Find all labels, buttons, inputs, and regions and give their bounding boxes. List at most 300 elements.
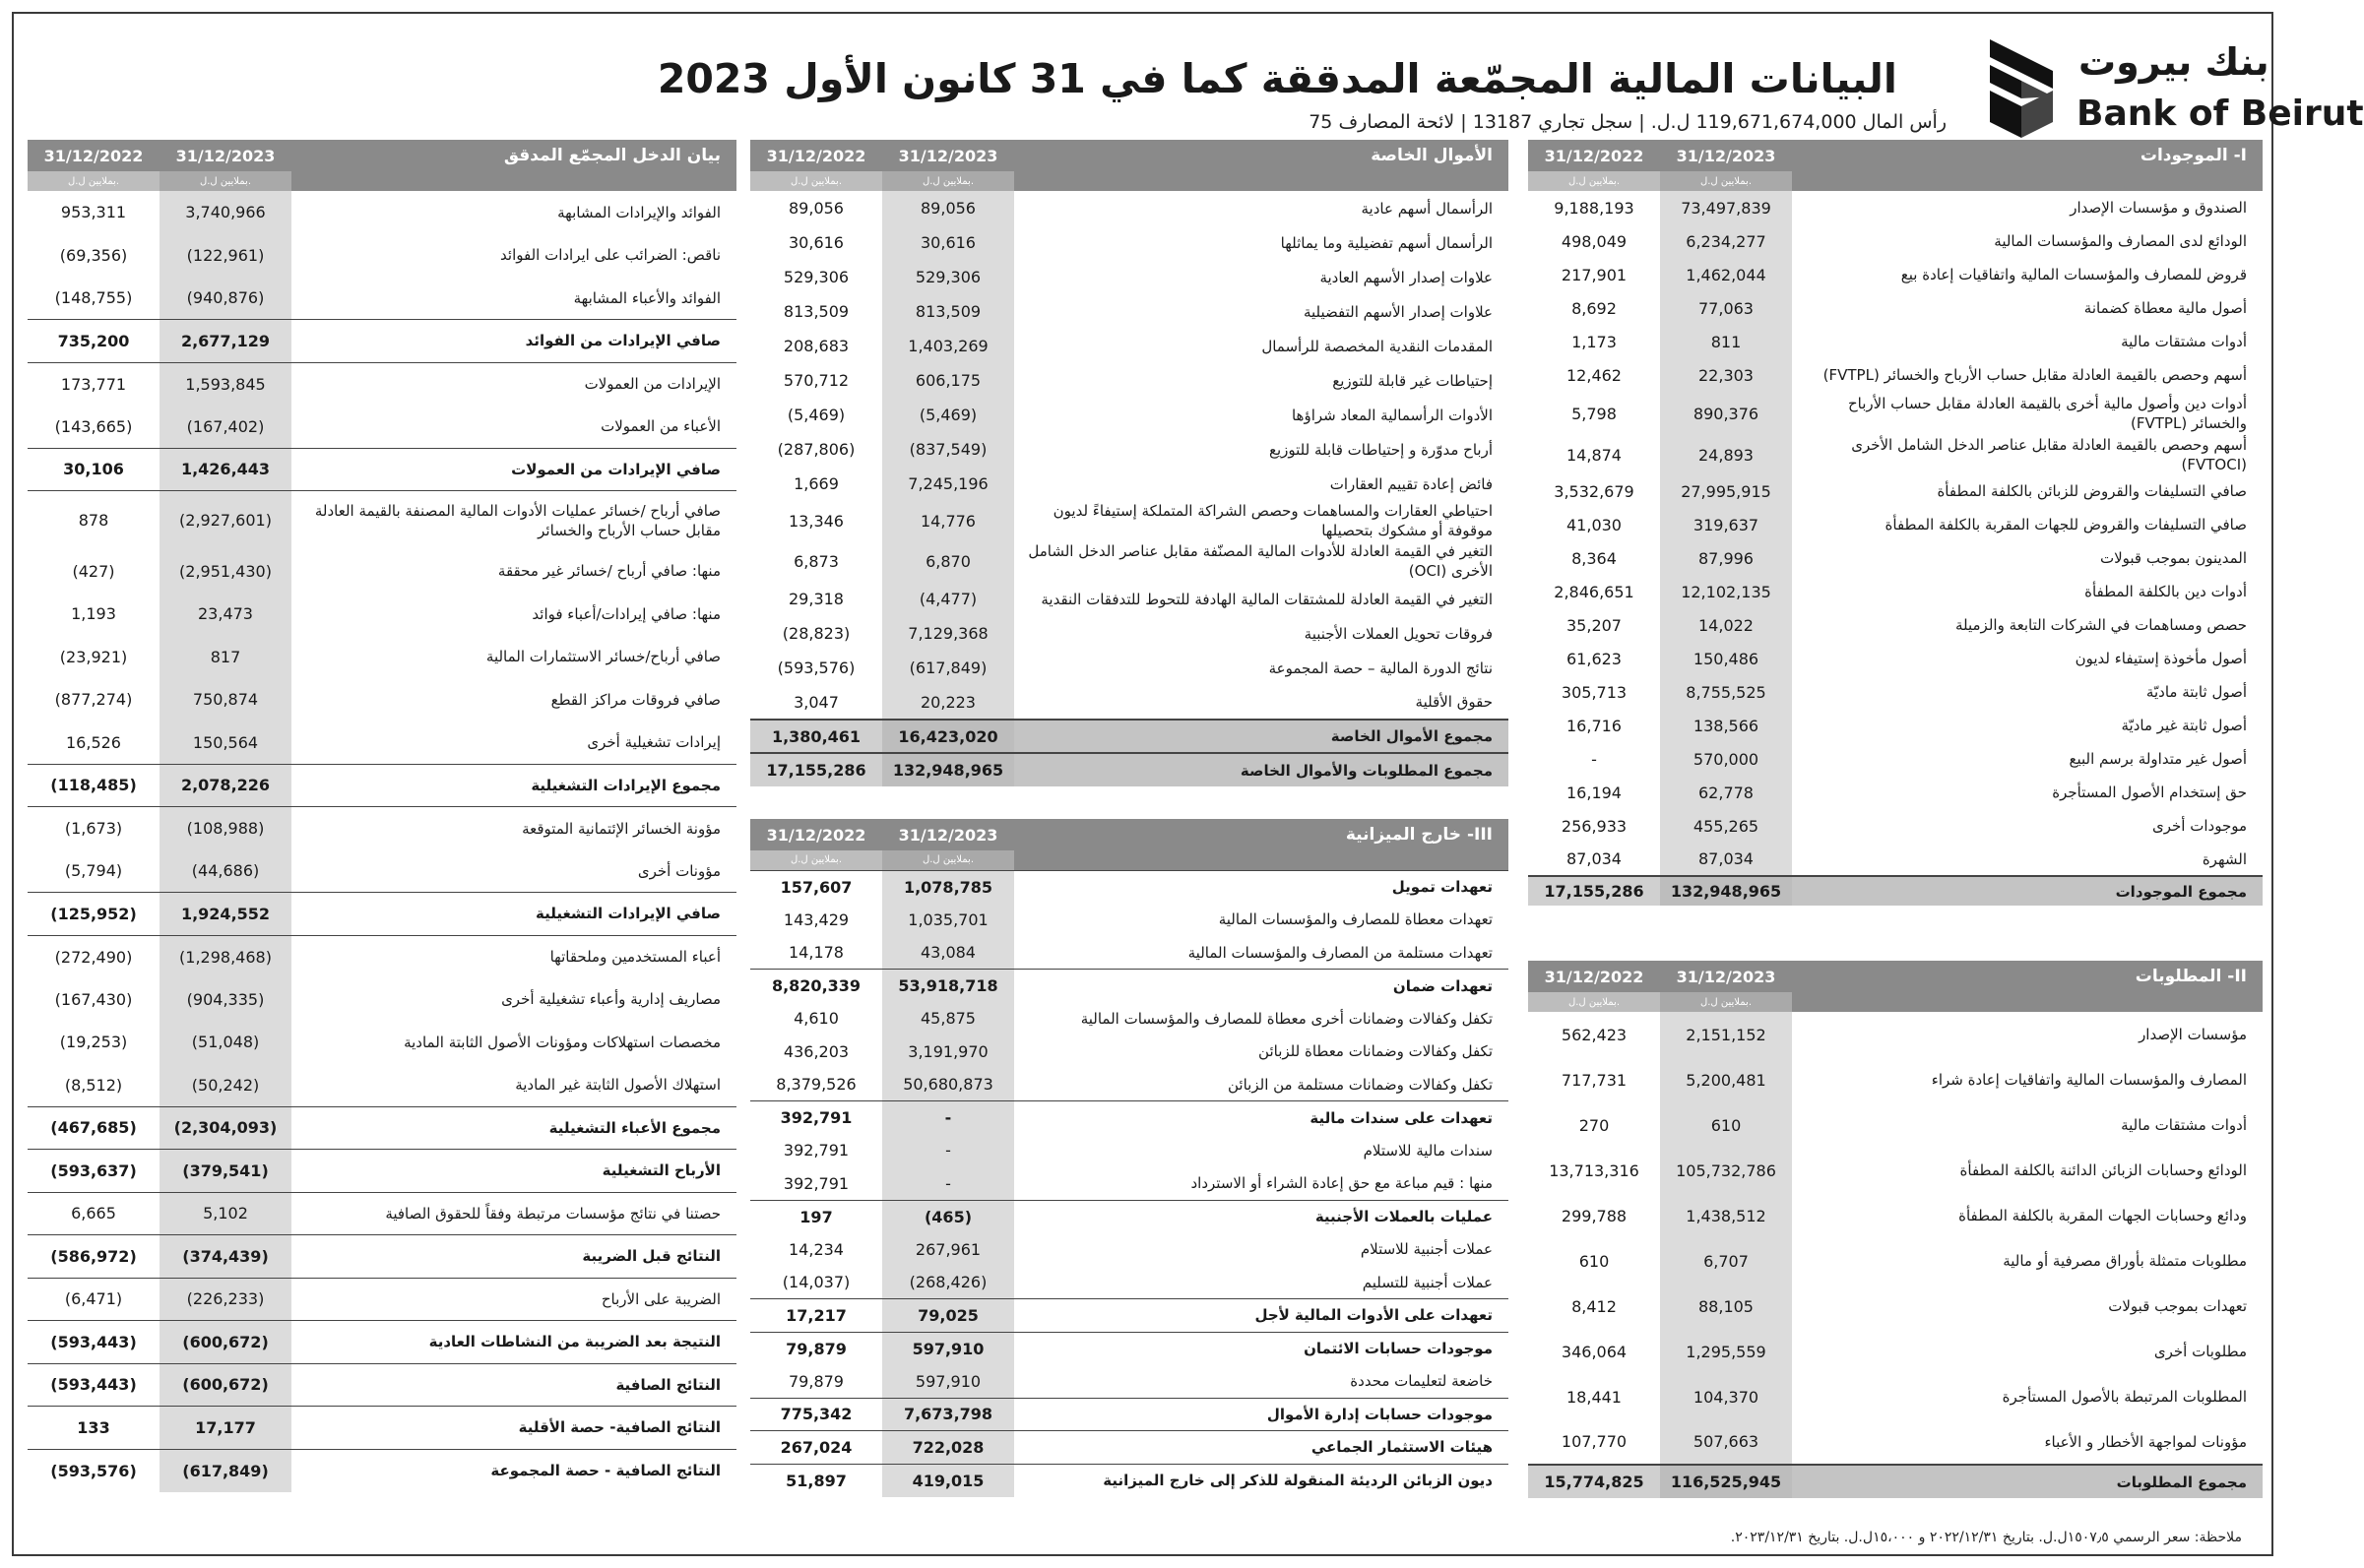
row-label: الودائع وحسابات الزبائن الدائنة بالكلفة المطفأة bbox=[1959, 1161, 2247, 1179]
table-row bbox=[1528, 642, 2263, 675]
section-title: الأموال الخاصة bbox=[1014, 140, 1508, 171]
table-row bbox=[1528, 392, 2263, 435]
row-label: أعباء المستخدمين وملحقاتها bbox=[291, 935, 736, 978]
value-2022: 13,346 bbox=[789, 511, 844, 531]
table-row bbox=[28, 1321, 736, 1364]
value-2023: 1,462,044 bbox=[1660, 258, 1792, 291]
table-row bbox=[750, 540, 1508, 582]
value-2023: 62,778 bbox=[1660, 776, 1792, 809]
row-label: منها: صافي أرباح /خسائر غير محققة bbox=[497, 562, 721, 581]
value-2022: 1,173 bbox=[1571, 332, 1617, 351]
col-2022-header: 31/12/2022 bbox=[750, 140, 882, 171]
value-2023: 8,755,525 bbox=[1660, 675, 1792, 709]
page-title: البيانات المالية المجمّعة المدققة كما في 31 كانون الأول 2023 bbox=[657, 55, 1897, 102]
value-2023: (379,541) bbox=[160, 1150, 291, 1193]
row-label: علاوات إصدار الأسهم العادية bbox=[1319, 268, 1493, 286]
row-label: تكفل وكفالات وضمانات مستلمة من الزبائن bbox=[1228, 1075, 1493, 1094]
table-row bbox=[750, 936, 1508, 970]
row-label: مصاريف إدارية وأعباء تشغيلية أخرى bbox=[501, 990, 721, 1009]
statement-frame bbox=[12, 12, 2364, 1556]
table-row bbox=[750, 1068, 1508, 1101]
row-label: أدوات دين بالكلفة المطفأة bbox=[2084, 583, 2247, 600]
value-2022: 813,509 bbox=[783, 302, 850, 321]
value-2022: 610 bbox=[1578, 1251, 1610, 1271]
section-title: II- المطلوبات bbox=[1792, 961, 2263, 992]
table-row bbox=[750, 1464, 1508, 1497]
table-row bbox=[1528, 742, 2263, 776]
unit-spacer bbox=[1014, 171, 1508, 191]
row-label: ديون الزبائن الرديئة المنقولة للذكر إلى خارج الميزانية bbox=[1014, 1464, 1508, 1497]
value-2023: (2,951,430) bbox=[160, 550, 291, 594]
table-row bbox=[1528, 1148, 2263, 1193]
value-2023: (108,988) bbox=[160, 807, 291, 850]
unit-label-2022: بملايين ل.ل. bbox=[750, 850, 882, 870]
row-label: منها : قيم مباعة مع حق إعادة الشراء أو الاسترداد bbox=[1190, 1174, 1493, 1192]
row-label: الودائع لدى المصارف والمؤسسات المالية bbox=[1994, 232, 2247, 250]
value-2023: 1,426,443 bbox=[160, 448, 291, 491]
value-2023: (44,686) bbox=[160, 849, 291, 893]
value-2022: (593,637) bbox=[28, 1150, 160, 1193]
table-row bbox=[750, 970, 1508, 1003]
table-row bbox=[28, 678, 736, 721]
value-2023: 3,191,970 bbox=[882, 1035, 1014, 1069]
value-2023: 610 bbox=[1660, 1102, 1792, 1148]
value-2022: 197 bbox=[750, 1200, 882, 1233]
value-2023: 50,680,873 bbox=[882, 1068, 1014, 1101]
table-row bbox=[28, 593, 736, 636]
table-row bbox=[1528, 1102, 2263, 1148]
table-row bbox=[750, 1134, 1508, 1167]
table-row bbox=[28, 277, 736, 320]
value-2022: (6,471) bbox=[28, 1278, 160, 1321]
total-2022: 1,380,461 bbox=[750, 720, 882, 753]
row-label: أدوات دين وأصول مالية أخرى بالقيمة العادلة مقابل حساب الأرباح والخسائر (FVTPL) bbox=[1847, 395, 2247, 432]
value-2023: 79,025 bbox=[882, 1299, 1014, 1333]
row-label: الإيرادات من العمولات bbox=[291, 362, 736, 406]
total-2023: 16,423,020 bbox=[882, 720, 1014, 753]
value-2022: (272,490) bbox=[28, 935, 160, 978]
value-2023: (167,402) bbox=[160, 406, 291, 449]
section-title: III- خارج الميزانية bbox=[1014, 819, 1508, 850]
value-2023: 570,000 bbox=[1660, 742, 1792, 776]
value-2022: (125,952) bbox=[28, 893, 160, 936]
value-2022: 79,879 bbox=[789, 1371, 844, 1391]
value-2022: 14,234 bbox=[789, 1239, 844, 1259]
value-2022: (143,665) bbox=[54, 416, 133, 436]
value-2022: (593,443) bbox=[28, 1363, 160, 1407]
unit-row bbox=[750, 850, 1508, 870]
col-2023-header: 31/12/2023 bbox=[1660, 961, 1792, 992]
total-2023: 132,948,965 bbox=[1660, 876, 1792, 906]
value-2022: 89,056 bbox=[789, 199, 844, 218]
value-2023: 3,740,966 bbox=[160, 191, 291, 234]
row-label: مطلوبات متمثلة بأوراق مصرفية أو مالية bbox=[2003, 1252, 2247, 1270]
income-statement-table bbox=[28, 140, 736, 1492]
value-2022: 392,791 bbox=[783, 1173, 850, 1193]
table-row bbox=[1528, 224, 2263, 258]
row-label: صافي الإيرادات التشغيلية bbox=[291, 893, 736, 936]
row-label: الشهرة bbox=[2202, 849, 2247, 868]
value-2022: (19,253) bbox=[59, 1033, 128, 1052]
row-label: النتائج قبل الضريبة bbox=[291, 1235, 736, 1279]
table-row bbox=[28, 1363, 736, 1407]
row-label: تعهدات معطاة للمصارف والمؤسسات المالية bbox=[1218, 910, 1493, 929]
value-2022: 173,771 bbox=[28, 362, 160, 406]
value-2023: 45,875 bbox=[882, 1002, 1014, 1035]
row-label: الصندوق و مؤسسات الإصدار bbox=[2070, 199, 2247, 217]
value-2022: 13,713,316 bbox=[1549, 1160, 1639, 1180]
table-row bbox=[1528, 325, 2263, 358]
table-row bbox=[750, 1266, 1508, 1299]
col-2023-header: 31/12/2023 bbox=[160, 140, 291, 171]
row-label: مخصصات استهلاكات ومؤونات الأصول الثابتة المادية bbox=[404, 1033, 721, 1051]
page-subtitle: رأس المال 119,671,674,000 ل.ل. | سجل تجاري 13187 | لائحة المصارف 75 bbox=[1309, 111, 1947, 133]
row-label: مؤونة الخسائر الإئتمانية المتوقعة bbox=[291, 807, 736, 850]
table-row bbox=[750, 225, 1508, 260]
value-2023: 817 bbox=[160, 636, 291, 679]
value-2022: (1,673) bbox=[28, 807, 160, 850]
col-2023-header: 31/12/2023 bbox=[882, 819, 1014, 850]
row-label: تكفل وكفالات وضمانات معطاة للزبائن bbox=[1258, 1042, 1493, 1061]
value-2023: (122,961) bbox=[160, 234, 291, 278]
row-label: صافي التسليفات والقروض للزبائن بالكلفة المطفأة bbox=[1937, 482, 2247, 500]
liabilities-table bbox=[1528, 961, 2263, 1498]
value-2023: 529,306 bbox=[882, 260, 1014, 294]
table-row bbox=[1528, 258, 2263, 291]
value-2022: 878 bbox=[28, 491, 160, 550]
unit-row bbox=[1528, 992, 2263, 1012]
unit-row bbox=[750, 171, 1508, 191]
value-2023: (617,849) bbox=[882, 651, 1014, 685]
table-row bbox=[750, 1365, 1508, 1399]
unit-label-2023: بملايين ل.ل. bbox=[1660, 992, 1792, 1012]
value-2022: 17,217 bbox=[750, 1299, 882, 1333]
unit-label-2022: بملايين ل.ل. bbox=[1528, 171, 1660, 191]
value-2022: 41,030 bbox=[1566, 515, 1622, 534]
row-label: قروض للمصارف والمؤسسات المالية واتفاقيات إعادة بيع bbox=[1900, 266, 2247, 283]
value-2022: (586,972) bbox=[28, 1235, 160, 1279]
row-label: أصول مالية معطاة كضمانة bbox=[2083, 299, 2247, 317]
table-row bbox=[1528, 1419, 2263, 1465]
value-2023: 73,497,839 bbox=[1660, 191, 1792, 224]
table-row bbox=[1528, 1238, 2263, 1284]
value-2022: 953,311 bbox=[60, 203, 127, 222]
table-row bbox=[750, 329, 1508, 363]
row-label: علاوات إصدار الأسهم التفضيلية bbox=[1303, 302, 1493, 321]
value-2023: (600,672) bbox=[160, 1363, 291, 1407]
table-row bbox=[28, 764, 736, 807]
value-2022: 3,532,679 bbox=[1554, 481, 1634, 501]
row-label: أصول غير متداولة برسم البيع bbox=[2069, 750, 2247, 768]
row-label: المقدمات النقدية المخصصة للرأسمال bbox=[1261, 337, 1493, 355]
column-header-row bbox=[1528, 140, 2263, 171]
table-row bbox=[28, 1150, 736, 1193]
value-2023: 606,175 bbox=[882, 363, 1014, 398]
value-2023: - bbox=[882, 1134, 1014, 1167]
row-label: صافي فروقات مراكز القطع bbox=[550, 690, 721, 709]
value-2022: 4,610 bbox=[794, 1009, 839, 1029]
unit-spacer bbox=[1014, 850, 1508, 870]
value-2022: 256,933 bbox=[1561, 816, 1628, 836]
value-2023: 1,593,845 bbox=[160, 362, 291, 406]
row-label: صافي أرباح/خسائر الاستثمارات المالية bbox=[485, 648, 721, 666]
value-2023: 1,403,269 bbox=[882, 329, 1014, 363]
value-2023: 104,370 bbox=[1660, 1374, 1792, 1419]
value-2023: 87,034 bbox=[1660, 843, 1792, 876]
value-2022: (287,806) bbox=[777, 440, 856, 459]
table-row bbox=[750, 398, 1508, 432]
value-2023: 7,129,368 bbox=[882, 616, 1014, 651]
table-row bbox=[1528, 1057, 2263, 1102]
row-label: مؤونات أخرى bbox=[637, 861, 721, 880]
table-row bbox=[1528, 291, 2263, 325]
value-2022: 6,665 bbox=[28, 1192, 160, 1235]
col-2022-header: 31/12/2022 bbox=[28, 140, 160, 171]
value-2022: - bbox=[1591, 749, 1597, 769]
value-2023: 24,893 bbox=[1660, 435, 1792, 474]
total-row bbox=[1528, 1465, 2263, 1498]
table-row bbox=[28, 636, 736, 679]
table-row bbox=[28, 849, 736, 893]
value-2022: 35,207 bbox=[1566, 615, 1622, 635]
value-2023: 419,015 bbox=[882, 1464, 1014, 1497]
row-label: أسهم وحصص بالقيمة العادلة مقابل حساب الأرباح والخسائر (FVTPL) bbox=[1822, 366, 2247, 384]
row-label: الفوائد والإيرادات المشابهة bbox=[557, 203, 721, 221]
value-2022: 735,200 bbox=[28, 320, 160, 363]
table-row bbox=[750, 616, 1508, 651]
value-2022: 157,607 bbox=[750, 870, 882, 904]
value-2022: 3,047 bbox=[794, 692, 839, 712]
unit-spacer bbox=[1792, 992, 2263, 1012]
row-label: إحتياطات غير قابلة للتوزيع bbox=[1332, 371, 1493, 390]
row-label: مجموع الإيرادات التشغيلية bbox=[291, 764, 736, 807]
value-2023: 750,874 bbox=[160, 678, 291, 721]
col-2022-header: 31/12/2022 bbox=[750, 819, 882, 850]
value-2023: 1,438,512 bbox=[1660, 1193, 1792, 1238]
total-label: مجموع المطلوبات والأموال الخاصة bbox=[1014, 753, 1508, 786]
row-label: هيئات الاستثمار الجماعي bbox=[1014, 1431, 1508, 1465]
value-2022: (23,921) bbox=[59, 647, 128, 666]
row-label: الضريبة على الأرباح bbox=[291, 1278, 736, 1321]
unit-row bbox=[1528, 171, 2263, 191]
unit-label-2022: بملايين ل.ل. bbox=[28, 171, 160, 191]
value-2022: (8,512) bbox=[64, 1075, 123, 1095]
row-label: مؤونات لمواجهة الأخطار و الأعباء bbox=[2044, 1432, 2247, 1451]
row-label: حقوق الأقلية bbox=[1415, 693, 1493, 711]
value-2023: 2,078,226 bbox=[160, 764, 291, 807]
table-row bbox=[750, 1002, 1508, 1035]
table-row bbox=[750, 685, 1508, 720]
table-row bbox=[28, 550, 736, 594]
value-2023: 722,028 bbox=[882, 1431, 1014, 1465]
row-label: الفوائد والأعباء المشابهة bbox=[573, 288, 721, 307]
value-2023: (940,876) bbox=[160, 277, 291, 320]
bank-name-english: Bank of Beirut bbox=[2076, 94, 2364, 134]
table-row bbox=[750, 294, 1508, 329]
value-2023: 1,924,552 bbox=[160, 893, 291, 936]
value-2022: (148,755) bbox=[54, 288, 133, 307]
value-2023: (2,927,601) bbox=[160, 491, 291, 550]
value-2023: 7,673,798 bbox=[882, 1398, 1014, 1431]
row-label: عملات أجنبية للاستلام bbox=[1360, 1240, 1493, 1259]
value-2023: 17,177 bbox=[160, 1407, 291, 1450]
unit-spacer bbox=[291, 171, 736, 191]
row-label: تعهدات تمويل bbox=[1014, 870, 1508, 904]
value-2022: (593,576) bbox=[777, 659, 856, 677]
table-row bbox=[1528, 1374, 2263, 1419]
row-label: الأدوات الرأسمالية المعاد شراؤها bbox=[1291, 406, 1493, 424]
equity-table bbox=[750, 140, 1508, 786]
value-2023: (5,469) bbox=[882, 398, 1014, 432]
value-2022: (118,485) bbox=[28, 764, 160, 807]
unit-label-2022: بملايين ل.ل. bbox=[750, 171, 882, 191]
value-2022: (877,274) bbox=[54, 690, 133, 710]
value-2023: 2,151,152 bbox=[1660, 1012, 1792, 1057]
table-row bbox=[28, 234, 736, 278]
row-label: نتائج الدورة المالية – حصة المجموعة bbox=[1268, 659, 1493, 677]
total-row bbox=[750, 753, 1508, 786]
assets-table bbox=[1528, 140, 2263, 906]
value-2023: 23,473 bbox=[160, 593, 291, 636]
value-2023: 27,995,915 bbox=[1660, 474, 1792, 508]
table-row bbox=[750, 904, 1508, 937]
row-label: فائض إعادة تقييم العقارات bbox=[1329, 474, 1493, 493]
table-row bbox=[750, 1332, 1508, 1365]
row-label: النتائج الصافية- حصة الأقلية bbox=[291, 1407, 736, 1450]
row-label: مجموع الأعباء التشغيلية bbox=[291, 1106, 736, 1150]
table-row bbox=[1528, 191, 2263, 224]
total-row bbox=[750, 720, 1508, 753]
total-label: مجموع المطلوبات bbox=[1792, 1465, 2263, 1498]
value-2023: 2,677,129 bbox=[160, 320, 291, 363]
value-2022: 14,874 bbox=[1566, 445, 1622, 465]
value-2022: 570,712 bbox=[783, 371, 850, 390]
table-row bbox=[1528, 1284, 2263, 1329]
value-2022: 5,798 bbox=[1571, 404, 1617, 423]
row-label: ودائع وحسابات الجهات المقربة بالكلفة المطفأة bbox=[1958, 1207, 2247, 1224]
value-2022: 18,441 bbox=[1566, 1387, 1622, 1407]
value-2022: 299,788 bbox=[1561, 1206, 1628, 1225]
value-2022: 51,897 bbox=[750, 1464, 882, 1497]
value-2022: (5,794) bbox=[64, 861, 123, 880]
value-2022: 16,526 bbox=[66, 732, 121, 752]
value-2022: 529,306 bbox=[783, 268, 850, 286]
row-label: الأرباح التشغيلية bbox=[291, 1150, 736, 1193]
row-label: النتائج الصافية bbox=[291, 1363, 736, 1407]
value-2022: 217,901 bbox=[1561, 265, 1628, 284]
value-2022: 16,194 bbox=[1566, 783, 1622, 802]
unit-label-2022: بملايين ل.ل. bbox=[1528, 992, 1660, 1012]
table-row bbox=[28, 807, 736, 850]
value-2023: 507,663 bbox=[1660, 1419, 1792, 1465]
value-2022: 8,364 bbox=[1571, 548, 1617, 568]
value-2022: 270 bbox=[1578, 1115, 1610, 1135]
table-row bbox=[1528, 776, 2263, 809]
row-label: ناقص: الضرائب على ايرادات الفوائد bbox=[500, 246, 721, 265]
value-2023: 1,078,785 bbox=[882, 870, 1014, 904]
table-row bbox=[750, 582, 1508, 616]
value-2022: 717,731 bbox=[1561, 1070, 1628, 1090]
value-2022: 498,049 bbox=[1561, 231, 1628, 251]
value-2022: 30,106 bbox=[28, 448, 160, 491]
table-row bbox=[28, 893, 736, 936]
row-label: موجودات حسابات الائتمان bbox=[1014, 1332, 1508, 1365]
value-2023: (268,426) bbox=[882, 1266, 1014, 1299]
table-row bbox=[28, 935, 736, 978]
row-label: صافي أرباح /خسائر عمليات الأدوات المالية المصنفة بالقيمة العادلة مقابل حساب الأرباح والخسائر bbox=[291, 491, 736, 550]
unit-row bbox=[28, 171, 736, 191]
row-label: صافي التسليفات والقروض للجهات المقربة بالكلفة المطفأة bbox=[1885, 516, 2247, 533]
table-row bbox=[1528, 608, 2263, 642]
unit-label-2023: بملايين ل.ل. bbox=[882, 171, 1014, 191]
value-2023: 150,564 bbox=[160, 721, 291, 765]
value-2023: 5,200,481 bbox=[1660, 1057, 1792, 1102]
table-row bbox=[1528, 675, 2263, 709]
value-2022: (14,037) bbox=[782, 1273, 851, 1291]
table-row bbox=[28, 1449, 736, 1492]
value-2023: 14,776 bbox=[882, 501, 1014, 540]
table-row bbox=[28, 978, 736, 1022]
table-row bbox=[28, 721, 736, 765]
bank-name-arabic: بنك بيروت bbox=[2078, 40, 2269, 84]
table-row bbox=[750, 363, 1508, 398]
value-2022: 8,379,526 bbox=[776, 1075, 857, 1094]
total-2022: 15,774,825 bbox=[1528, 1465, 1660, 1498]
row-label: المطلوبات المرتبطة بالأصول المستأجرة bbox=[2002, 1388, 2247, 1406]
value-2022: 107,770 bbox=[1561, 1432, 1628, 1451]
value-2023: 105,732,786 bbox=[1660, 1148, 1792, 1193]
value-2023: 14,022 bbox=[1660, 608, 1792, 642]
value-2023: 6,234,277 bbox=[1660, 224, 1792, 258]
row-label: فروقات تحويل العملات الأجنبية bbox=[1304, 624, 1493, 643]
unit-label-2023: بملايين ل.ل. bbox=[1660, 171, 1792, 191]
row-label: التغير في القيمة العادلة للمشتقات المالية الهادفة للتحوط للتدفقات النقدية bbox=[1041, 590, 1493, 608]
table-row bbox=[1528, 435, 2263, 474]
value-2023: (4,477) bbox=[882, 582, 1014, 616]
row-label: التغير في القيمة العادلة للأدوات المالية المصنّفة مقابل عناصر الدخل الشامل الأخرى (OCI) bbox=[1028, 542, 1493, 580]
table-row bbox=[28, 320, 736, 363]
column-header-row bbox=[1528, 961, 2263, 992]
value-2023: 43,084 bbox=[882, 936, 1014, 970]
row-label: تعهدات مستلمة من المصارف والمؤسسات المالية bbox=[1187, 943, 1493, 962]
table-row bbox=[750, 1431, 1508, 1465]
table-row bbox=[28, 1192, 736, 1235]
row-label: أسهم وحصص بالقيمة العادلة مقابل عناصر الدخل الشامل الأخرى (FVTOCI) bbox=[1851, 436, 2247, 473]
row-label: خاضعة لتعليمات محددة bbox=[1350, 1372, 1493, 1390]
value-2023: 89,056 bbox=[882, 191, 1014, 225]
value-2023: (226,233) bbox=[160, 1278, 291, 1321]
total-2022: 17,155,286 bbox=[1528, 876, 1660, 906]
value-2022: 12,462 bbox=[1566, 365, 1622, 385]
row-label: أصول ثابتة غير ماديّة bbox=[2121, 717, 2247, 734]
row-label: الرأسمال أسهم عادية bbox=[1361, 199, 1493, 218]
value-2023: 813,509 bbox=[882, 294, 1014, 329]
row-label: مؤسسات الإصدار bbox=[2139, 1026, 2247, 1043]
row-label: النتيجة بعد الضريبة من النشاطات العادية bbox=[291, 1321, 736, 1364]
table-row bbox=[28, 362, 736, 406]
table-row bbox=[1528, 358, 2263, 392]
value-2023: (2,304,093) bbox=[160, 1106, 291, 1150]
value-2022: (28,823) bbox=[782, 624, 851, 643]
value-2022: 8,820,339 bbox=[750, 970, 882, 1003]
table-row bbox=[28, 406, 736, 449]
table-row bbox=[750, 501, 1508, 540]
table-row bbox=[1528, 709, 2263, 742]
col-2023-header: 31/12/2023 bbox=[1660, 140, 1792, 171]
unit-spacer bbox=[1792, 171, 2263, 191]
table-row bbox=[750, 260, 1508, 294]
row-label: صافي الإيرادات من الفوائد bbox=[291, 320, 736, 363]
